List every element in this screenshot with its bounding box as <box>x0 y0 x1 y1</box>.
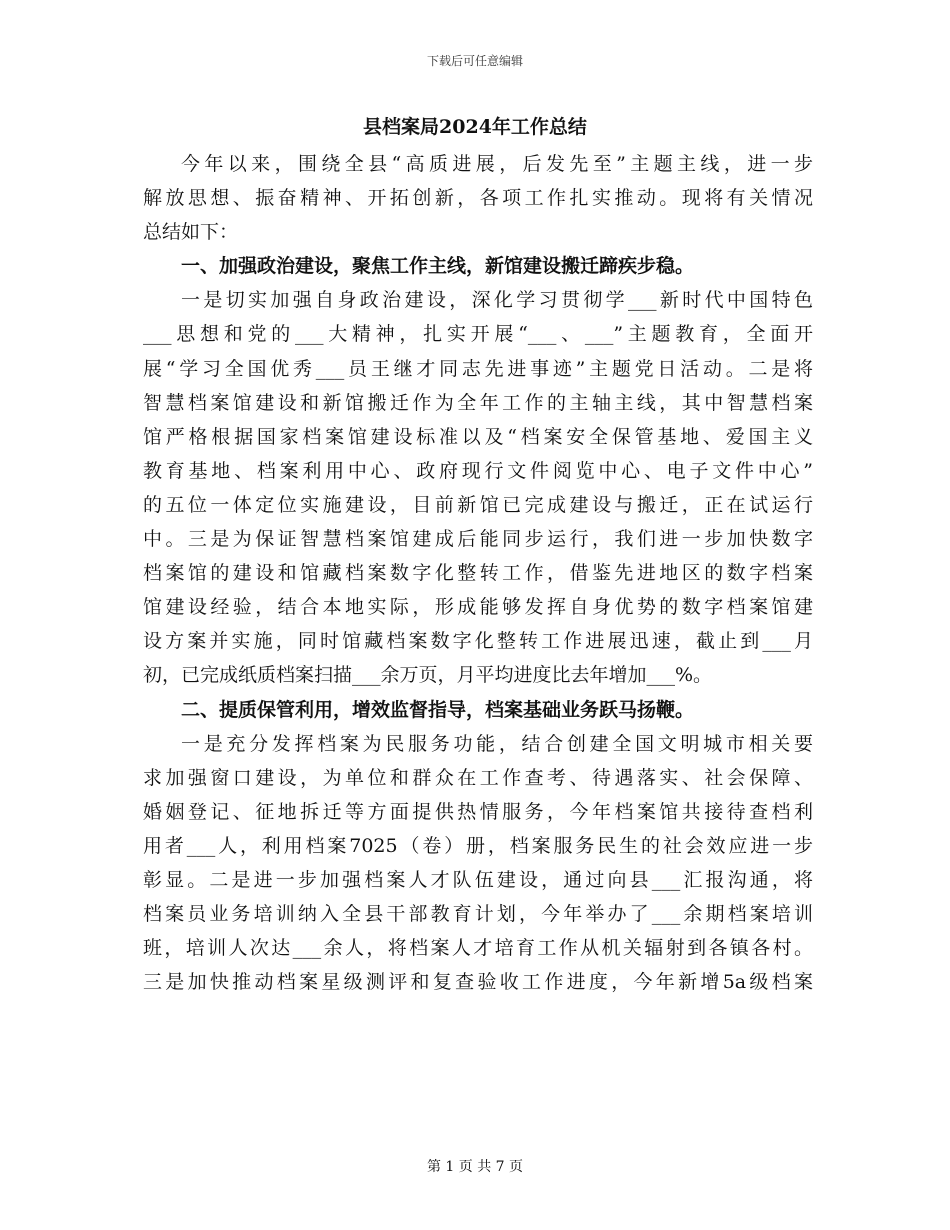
document-body <box>143 147 813 999</box>
paragraph-line: 展“学习全国优秀___员王继才同志先进事迹”主题党日活动。二是将 <box>143 357 813 380</box>
page-number-indicator: 第 1 页 共 7 页 <box>426 1159 524 1175</box>
paragraph-line: 馆建设经验，结合本地实际，形成能够发挥自身优势的数字档案馆建 <box>143 596 813 619</box>
paragraph-line: 一是充分发挥档案为民服务功能，结合创建全国文明城市相关要 <box>181 732 813 755</box>
paragraph-line: 中。三是为保证智慧档案馆建成后能同步运行，我们进一步加快数字 <box>143 528 813 551</box>
paragraph-line: 三是加快推动档案星级测评和复查验收工作进度，今年新增5a级档案 <box>143 971 813 994</box>
paragraph-line: 档案员业务培训纳入全县干部教育计划，今年举办了___余期档案培训 <box>143 903 813 926</box>
page-header-note: 下载后可任意编辑 <box>426 54 523 68</box>
paragraph-line: 班，培训人次达___余人，将档案人才培育工作从机关辐射到各镇各村。 <box>143 937 813 960</box>
paragraph-line: 求加强窗口建设，为单位和群众在工作查考、待遇落实、社会保障、 <box>143 766 813 789</box>
paragraph-line: 设方案并实施，同时馆藏档案数字化整转工作进展迅速，截止到___月 <box>143 630 813 653</box>
paragraph-line: 彰显。二是进一步加强档案人才队伍建设，通过向县___汇报沟通，将 <box>143 868 813 891</box>
paragraph-line: 解放思想、振奋精神、开拓创新，各项工作扎实推动。现将有关情况 <box>143 187 813 210</box>
section-heading-1: 一、加强政治建设，聚焦工作主线，新馆建设搬迁蹄疾步稳。 <box>181 255 695 278</box>
paragraph-line: 档案馆的建设和馆藏档案数字化整转工作，借鉴先进地区的数字档案 <box>143 562 813 585</box>
paragraph-line: 教育基地、档案利用中心、政府现行文件阅览中心、电子文件中心” <box>143 459 813 482</box>
paragraph-line: 馆严格根据国家档案馆建设标准以及“档案安全保管基地、爱国主义 <box>143 425 813 448</box>
paragraph-line: ___思想和党的___大精神，扎实开展“___、___”主题教育，全面开 <box>143 323 813 346</box>
section-heading-2: 二、提质保管利用，增效监督指导，档案基础业务跃马扬鞭。 <box>181 698 695 721</box>
paragraph-line: 的五位一体定位实施建设，目前新馆已完成建设与搬迁，正在试运行 <box>143 493 813 516</box>
paragraph-line: 初，已完成纸质档案扫描___余万页，月平均进度比去年增加___%。 <box>143 664 713 687</box>
paragraph-line: 用者___人，利用档案7025（卷）册，档案服务民生的社会效应进一步 <box>143 834 813 857</box>
paragraph-line: 一是切实加强自身政治建设，深化学习贯彻学___新时代中国特色 <box>181 289 813 312</box>
paragraph-line: 智慧档案馆建设和新馆搬迁作为全年工作的主轴主线，其中智慧档案 <box>143 391 813 414</box>
paragraph-line: 今年以来，围绕全县“高质进展，后发先至”主题主线，进一步 <box>181 153 813 175</box>
document-title: 县档案局2024年工作总结 <box>363 116 587 138</box>
paragraph-line: 总结如下： <box>143 221 239 244</box>
paragraph-line: 婚姻登记、征地拆迁等方面提供热情服务，今年档案馆共接待查档利 <box>143 800 813 823</box>
